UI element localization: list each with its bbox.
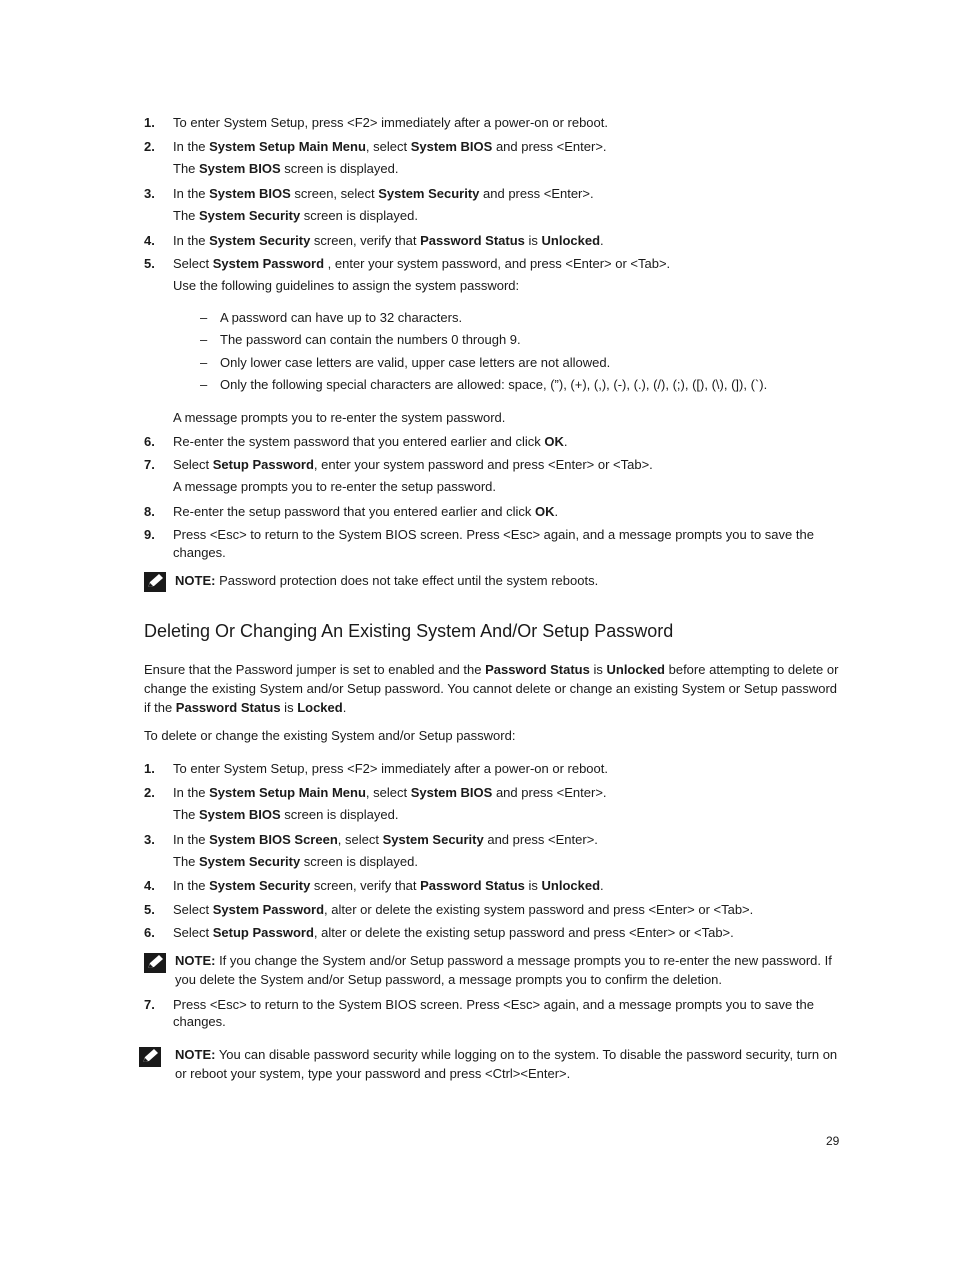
step-text: In the System Security screen, verify that Password Status is Unlocked. xyxy=(173,878,604,893)
step-number: 7. xyxy=(144,457,155,472)
step-text: In the System BIOS screen, select System Security and press <Enter>. xyxy=(173,186,594,201)
step-text: changes. xyxy=(173,1014,226,1029)
step-text: In the System Setup Main Menu, select System BIOS and press <Enter>. xyxy=(173,785,607,800)
step-text: A message prompts you to re-enter the system password. xyxy=(173,410,506,425)
dash-bullet: – xyxy=(200,355,208,370)
step-number: 2. xyxy=(144,139,155,154)
step-text: Press <Esc> to return to the System BIOS screen. Press <Esc> again, and a message prompts you to save the xyxy=(173,527,814,542)
step-number: 6. xyxy=(144,434,155,449)
step-text: The System BIOS screen is displayed. xyxy=(173,161,399,176)
step-text: Re-enter the system password that you entered earlier and click OK. xyxy=(173,434,568,449)
note-password-protection: NOTE: Password protection does not take effect until the system reboots. xyxy=(175,573,599,588)
step-text: Press <Esc> to return to the System BIOS screen. Press <Esc> again, and a message prompts you to save the xyxy=(173,997,814,1012)
guideline-item: – Only lower case letters are valid, upper case letters are not allowed. xyxy=(200,355,611,370)
step-number: 2. xyxy=(144,785,155,800)
step-text: To enter System Setup, press <F2> immediately after a power-on or reboot. xyxy=(173,761,608,776)
intro-line: Ensure that the Password jumper is set to enabled and the Password Status is Unlocked before attempting to delete or xyxy=(144,662,839,677)
step-text: Select Setup Password, enter your system password and press <Enter> or <Tab>. xyxy=(173,457,653,472)
dash-bullet: – xyxy=(200,332,208,347)
guideline-item: – A password can have up to 32 characters. xyxy=(200,310,463,325)
step-text: In the System BIOS Screen, select System Security and press <Enter>. xyxy=(173,832,598,847)
step-text: In the System Setup Main Menu, select System BIOS and press <Enter>. xyxy=(173,139,607,154)
intro-line: change the existing System and/or Setup password. You cannot delete or change an existing System or Setup password xyxy=(144,681,838,696)
step-text: Re-enter the setup password that you entered earlier and click OK. xyxy=(173,504,559,519)
step-number: 7. xyxy=(144,997,155,1012)
guideline-item: – The password can contain the numbers 0 through 9. xyxy=(200,332,521,347)
step-text: To enter System Setup, press <F2> immediately after a power-on or reboot. xyxy=(173,115,608,130)
step-text: Select Setup Password, alter or delete the existing setup password and press <Enter> or <Tab>. xyxy=(173,925,734,940)
note-icon xyxy=(144,953,166,973)
step-text: The System BIOS screen is displayed. xyxy=(173,807,399,822)
step-number: 4. xyxy=(144,233,155,248)
dash-bullet: – xyxy=(200,310,208,325)
step-number: 8. xyxy=(144,504,155,519)
note-icon xyxy=(144,572,166,592)
note-change-password: NOTE: If you change the System and/or Setup password a message prompts you to re-enter the new password. If xyxy=(175,953,832,968)
step-text: changes. xyxy=(173,545,226,560)
step-number: 4. xyxy=(144,878,155,893)
step-text: In the System Security screen, verify that Password Status is Unlocked. xyxy=(173,233,604,248)
dash-bullet: – xyxy=(200,377,208,392)
note-disable-password: NOTE: You can disable password security while logging on to the system. To disable the password security, turn on xyxy=(175,1047,838,1062)
intro-line: if the Password Status is Locked. xyxy=(144,700,347,715)
step-number: 9. xyxy=(144,527,155,542)
note-change-password-line2: you delete the System and/or Setup password, a message prompts you to confirm the deletion. xyxy=(175,972,723,987)
guideline-item: – Only the following special characters are allowed: space, (”), (+), (,), (-), (.), (/), (;), ([), (\), (]), (`). xyxy=(200,377,768,392)
step-number: 1. xyxy=(144,115,155,130)
step-number: 6. xyxy=(144,925,155,940)
note-icon xyxy=(139,1047,161,1067)
step-text: A message prompts you to re-enter the setup password. xyxy=(173,479,497,494)
page-number: 29 xyxy=(826,1134,840,1148)
step-number: 3. xyxy=(144,832,155,847)
step-number: 5. xyxy=(144,256,155,271)
step-number: 1. xyxy=(144,761,155,776)
note-disable-password-line2: or reboot your system, type your password and press <Ctrl><Enter>. xyxy=(175,1066,571,1081)
section-heading: Deleting Or Changing An Existing System And/Or Setup Password xyxy=(144,621,674,641)
step-text: The System Security screen is displayed. xyxy=(173,208,418,223)
step-text: Use the following guidelines to assign the system password: xyxy=(173,278,520,293)
step-text: The System Security screen is displayed. xyxy=(173,854,418,869)
section-intro-2: To delete or change the existing System and/or Setup password: xyxy=(144,728,516,743)
step-text: Select System Password, alter or delete the existing system password and press <Enter> or <Tab>. xyxy=(173,902,754,917)
step-number: 3. xyxy=(144,186,155,201)
step-number: 5. xyxy=(144,902,155,917)
step-text: Select System Password , enter your system password, and press <Enter> or <Tab>. xyxy=(173,256,671,271)
